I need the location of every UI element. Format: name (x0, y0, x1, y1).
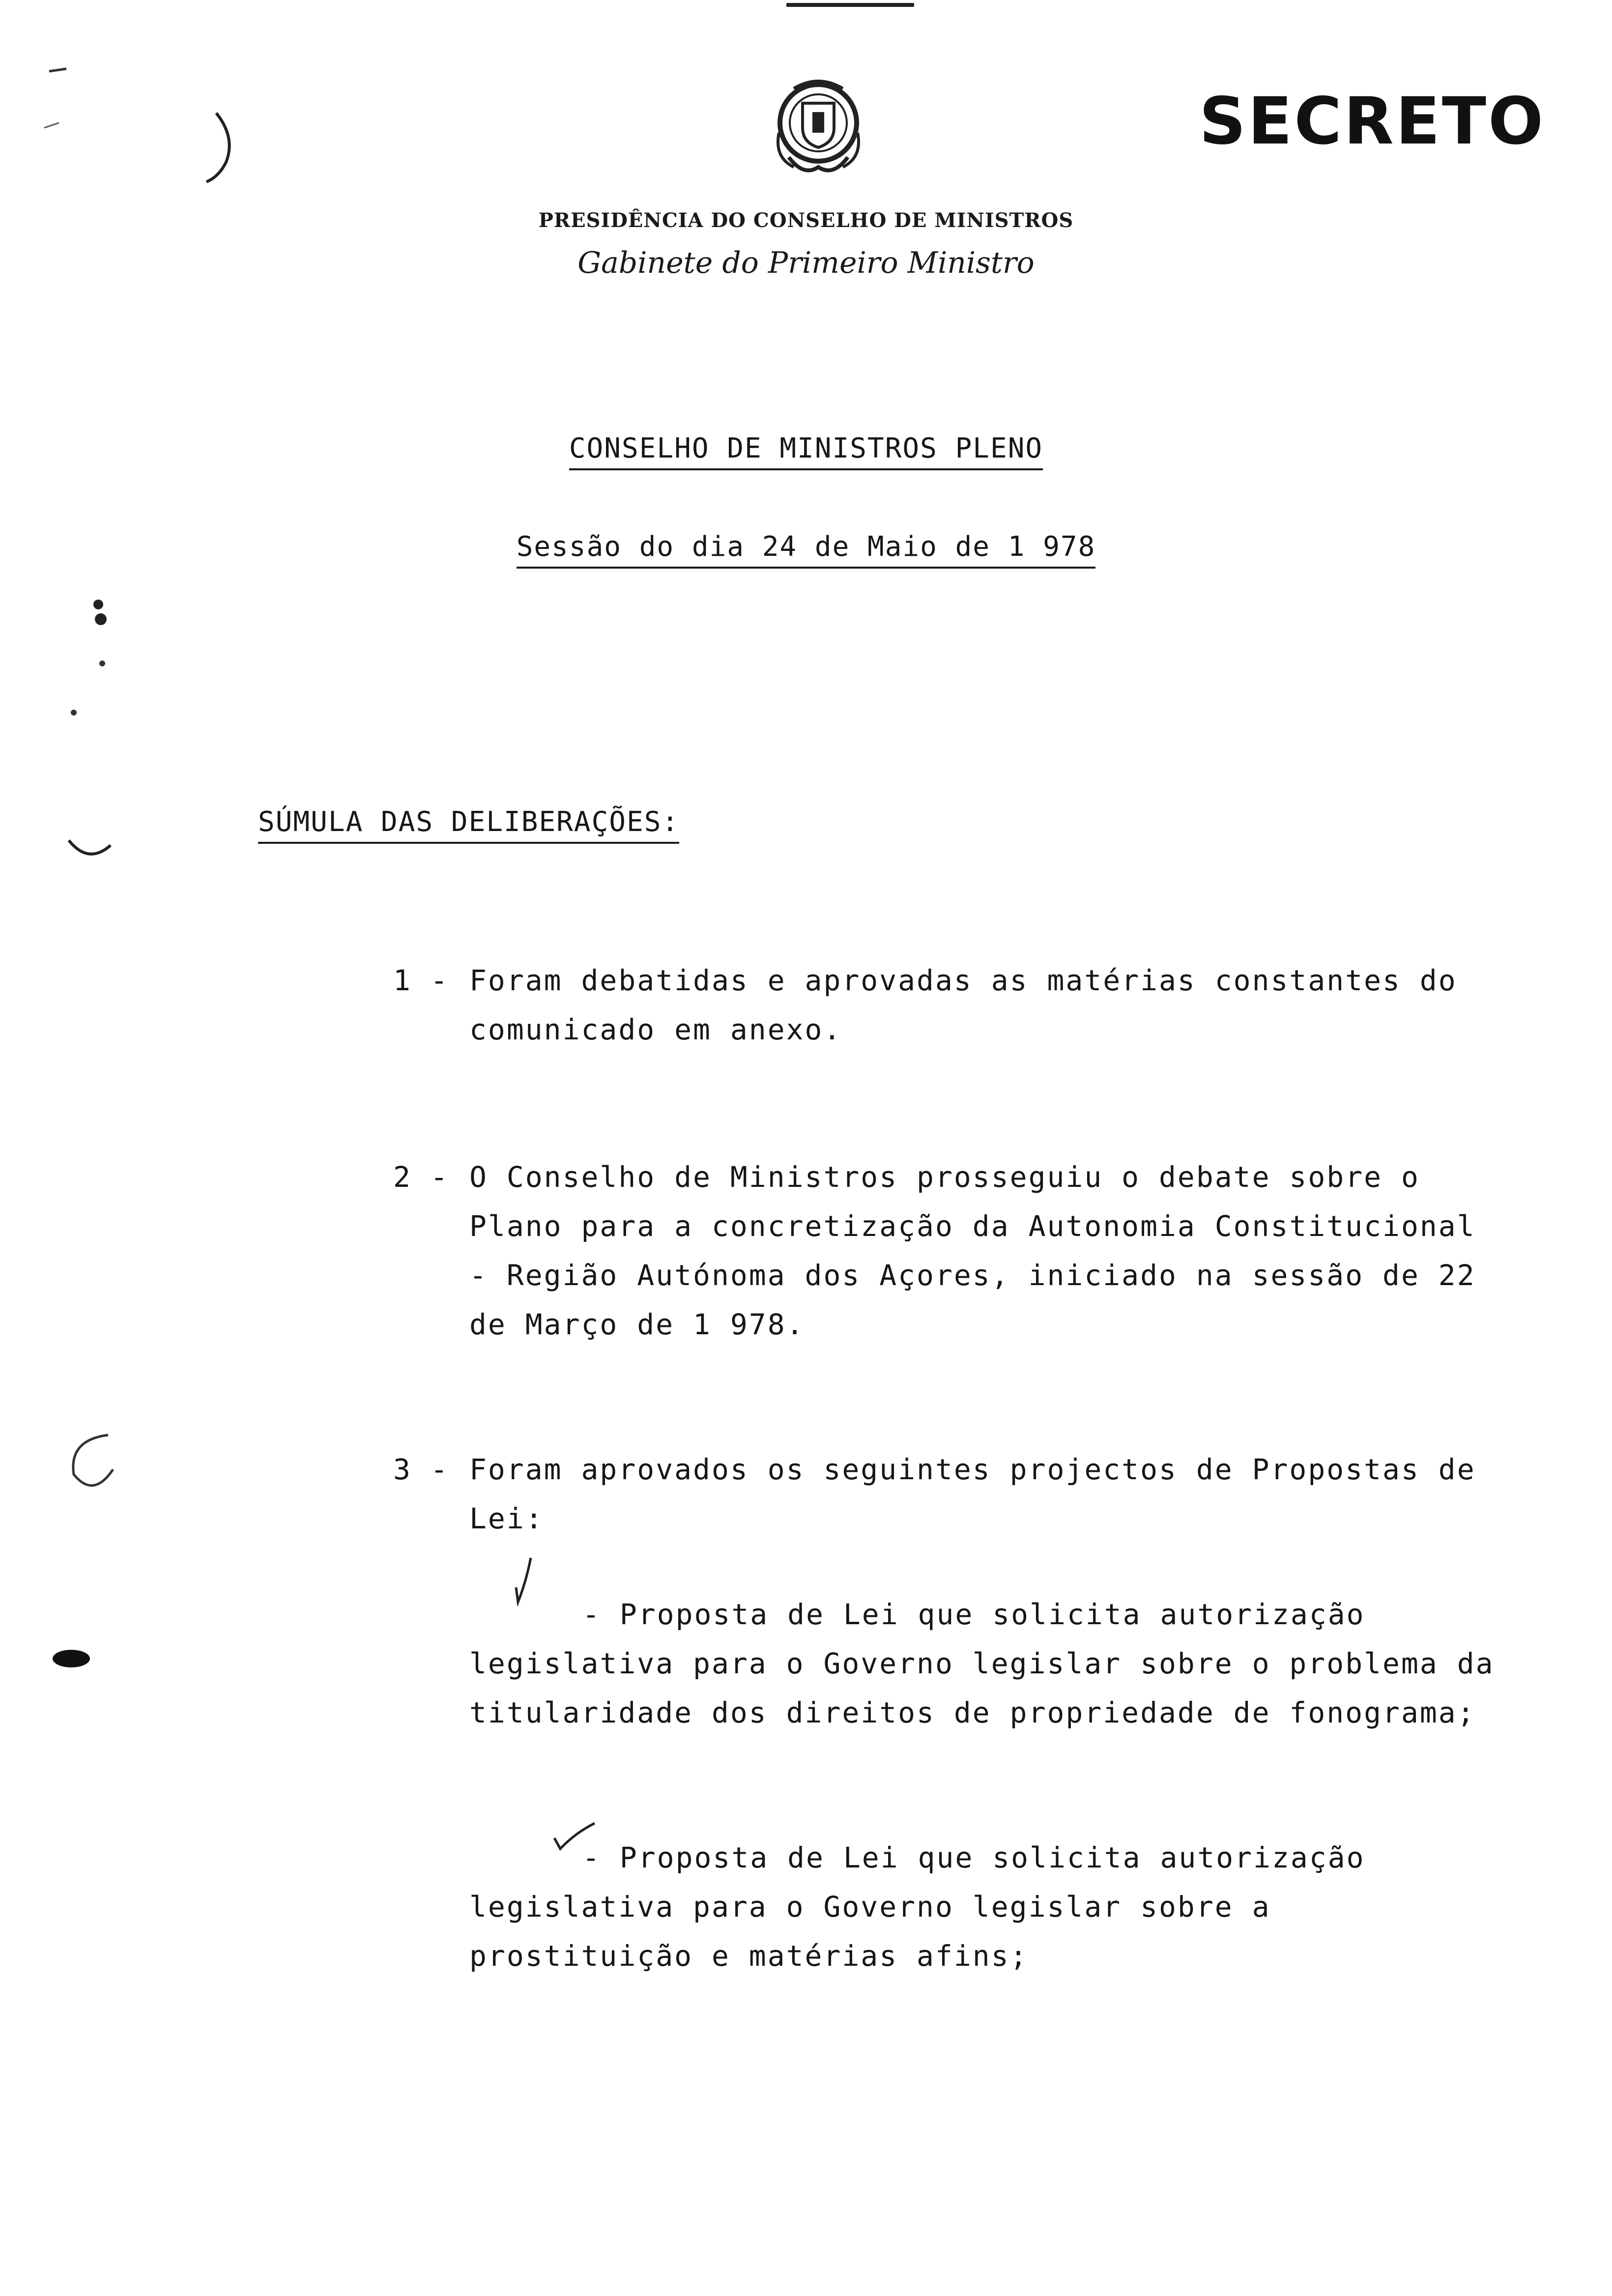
session-date (0, 531, 1612, 563)
deliberation-number: 2 - (393, 1160, 449, 1194)
section-title-text: SÚMULA DAS DELIBERAÇÕES: (258, 806, 679, 844)
scan-edge-mark (786, 3, 914, 7)
proposal-item (469, 1590, 1501, 1737)
letterhead-organization: PRESIDÊNCIA DO CONSELHO DE MINISTROS (538, 209, 1074, 232)
proposal-text: legislativa para o Governo legislar sobre o problema da titularidade dos direitos de propriedade de fonograma; (469, 1647, 1495, 1729)
deliberation-text: Foram aprovados os seguintes projectos de Propostas de Lei: (469, 1453, 1476, 1535)
letterhead-office: Gabinete do Primeiro Ministro (577, 246, 1035, 280)
ink-blot-icon (44, 1636, 103, 1676)
margin-scan-marks-icon (29, 49, 128, 157)
deliberation-number: 1 - (393, 964, 449, 997)
proposal-text: legislativa para o Governo legislar sobre a prostituição e matérias afins; (469, 1890, 1271, 1973)
document-title-text: CONSELHO DE MINISTROS PLENO (569, 432, 1043, 470)
deliberation-text: O Conselho de Ministros prosseguiu o debate sobre o Plano para a concretização da Autonomia Constitucional - Região Autónoma dos Açores, iniciado na sessão de 22 de Março de 1 978. (469, 1160, 1476, 1341)
margin-punch-marks-icon (64, 590, 123, 1548)
deliberation-item (393, 1152, 1476, 1349)
deliberation-number: 3 - (393, 1453, 449, 1486)
handwritten-stroke-icon (197, 108, 256, 197)
classification-stamp: SECRETO (1199, 84, 1546, 159)
section-title (258, 806, 679, 838)
session-date-text: Sessão do dia 24 de Maio de 1 978 (517, 531, 1096, 569)
document-title (0, 432, 1612, 464)
proposal-item (469, 1833, 1501, 1980)
deliberation-item (393, 956, 1457, 1152)
proposal-lead: - Proposta de Lei que solicita autorização (582, 1598, 1365, 1631)
coat-of-arms-icon (759, 69, 877, 187)
deliberation-text: Foram debatidas e aprovadas as matérias constantes do comunicado em anexo. (469, 964, 1457, 1046)
proposal-lead: - Proposta de Lei que solicita autorização (582, 1841, 1365, 1874)
